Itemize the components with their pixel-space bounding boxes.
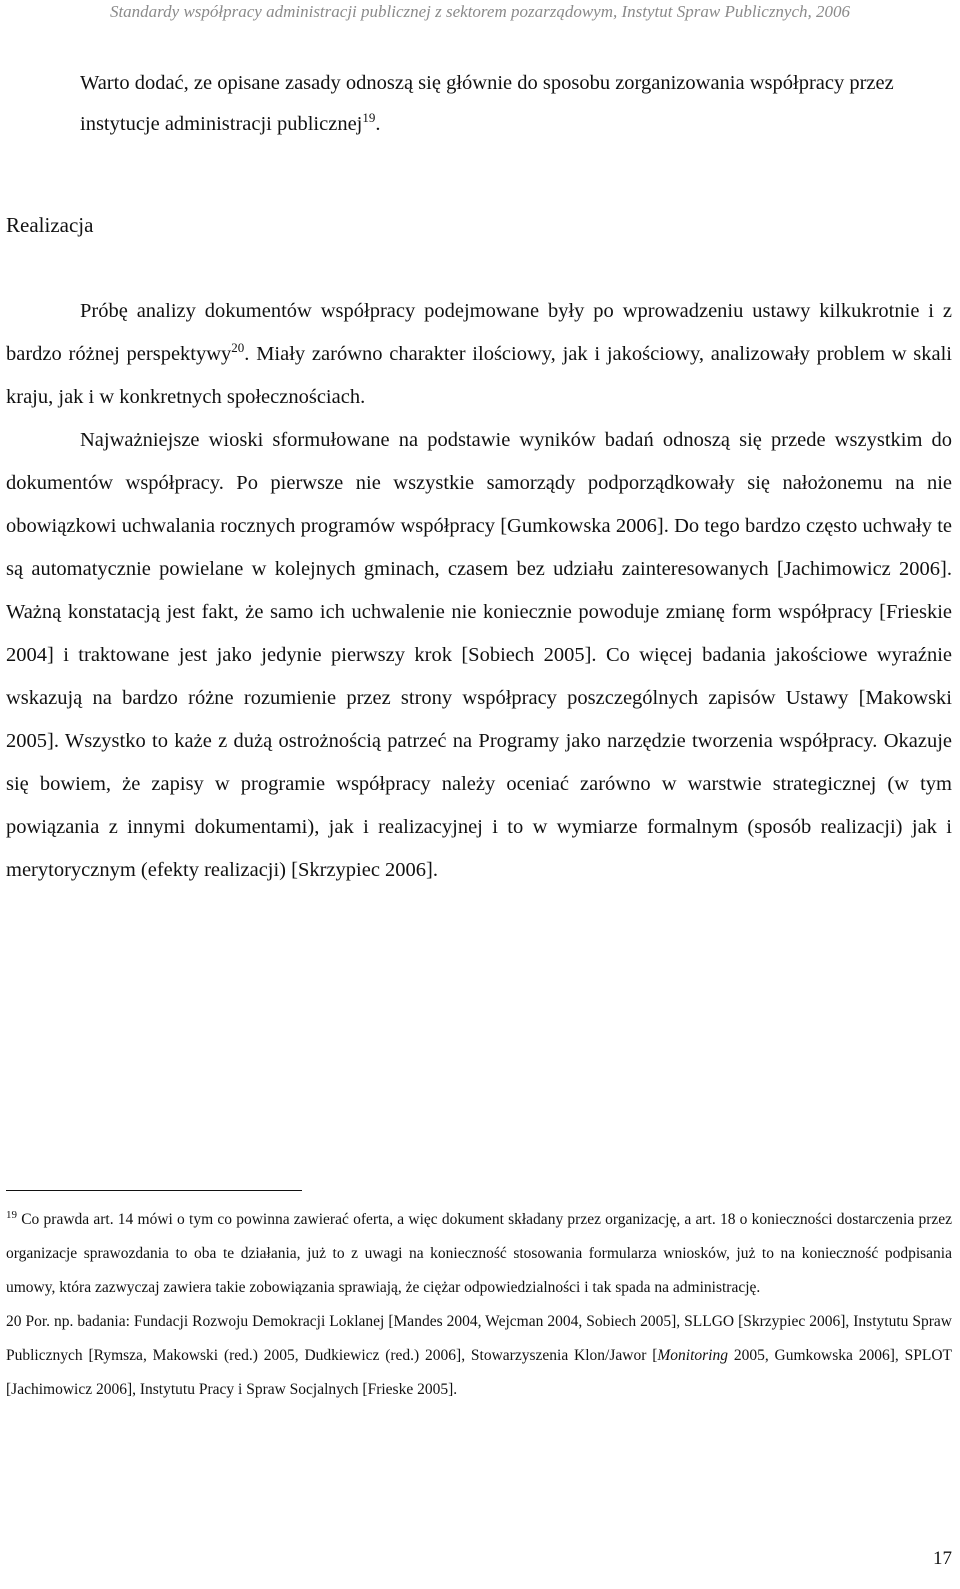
footnotes: [6, 1203, 952, 1407]
intro-text-end: .: [375, 113, 381, 135]
body-text: [6, 290, 952, 892]
paragraph-1-text-a: Próbę analizy dokumentów współpracy podejmowane były po wprowadzeniu ustawy kilkukrotnie i z bardzo różnej perspektywy: [6, 300, 952, 365]
paragraph-1-text-b: . Miały zarówno charakter ilościowy, jak i jakościowy, analizowały problem w skali kraju, jak i w konkretnych społecznościach.: [6, 343, 952, 408]
footnote-ref-19[interactable]: 19: [362, 110, 376, 126]
intro-paragraph: [6, 63, 952, 145]
footnote-20-text-a: 20 Por. np. badania: Fundacji Rozwoju Demokracji Loklanej [Mandes 2004, Wejcman 2004, Sobiech 2005], SLLGO [Skrzypiec 2006], Instytutu Spraw Publicznych [Rymsza, Makowski (red.) 2005, Dudkiewicz (red.) 2006], Stowarzyszenia Klon/Jawor [: [6, 1313, 952, 1364]
footnote-20-italic: Monitoring: [657, 1347, 728, 1364]
paragraph-1: [6, 290, 952, 419]
footnote-ref-20[interactable]: 20: [231, 340, 245, 356]
page-number: 17: [933, 1548, 952, 1569]
footnote-20-text-b: 2005, Gumkowska 2006], SPLOT [Jachimowicz 2006], Instytutu Pracy i Spraw Socjalnych [Frieske 2005].: [6, 1347, 953, 1398]
footnote-20: [6, 1305, 952, 1407]
running-header: Standardy współpracy administracji publicznej z sektorem pozarządowym, Instytut Spraw Publicznych, 2006: [109, 2, 851, 21]
footnote-19: [6, 1203, 952, 1305]
paragraph-2: Najważniejsze wioski sformułowane na podstawie wyników badań odnoszą się przede wszystkim do dokumentów współpracy. Po pierwsze nie wszystkie samorządy podporządkowały się nałożonemu na nie obowiązkowi uchwalania rocznych programów współpracy [Gumkowska 2006]. Do tego bardzo często uchwały te są automatycznie powielane w kolejnych gminach, czasem bez udziału zainteresowanych [Jachimowicz 2006]. Ważną konstatacją jest fakt, że samo ich uchwalenie nie koniecznie powoduje zmianę form współpracy [Frieskie 2004] i traktowane jest jako jedynie pierwszy krok [Sobiech 2005]. Co więcej badania jakościowe wyraźnie wskazują na bardzo różne rozumienie przez strony współpracy poszczególnych zapisów Ustawy [Makowski 2005]. Wszystko to każe z dużą ostrożnością patrzeć na Programy jako narzędzie tworzenia współpracy. Okazuje się bowiem, że zapisy w programie współpracy należy oceniać zarówno w warstwie strategicznej (w tym powiązania z innymi dokumentami), jak i realizacyjnej i to w wymiarze formalnym (sposób realizacji) jak i merytorycznym (efekty realizacji) [Skrzypiec 2006].: [6, 429, 952, 881]
footnote-19-text: Co prawda art. 14 mówi o tym co powinna zawierać oferta, a więc dokument składany przez organizację, a art. 18 o konieczności dostarczenia przez organizacje sprawozdania to oba te działania, już to z uwagi na konieczność stosowania formularza wniosków, już to na konieczność podpisania umowy, która zazwyczaj zawiera takie zobowiązania sprawiają, że ciężar odpowiedzialności i tak spada na administrację.: [6, 1211, 952, 1296]
section-heading: Realizacja: [6, 213, 94, 237]
intro-text: Warto dodać, ze opisane zasady odnoszą się głównie do sposobu zorganizowania współpracy przez instytucje administracji publicznej: [80, 72, 894, 135]
footnote-19-number: 19: [6, 1208, 17, 1221]
footnote-separator: [6, 1190, 302, 1191]
